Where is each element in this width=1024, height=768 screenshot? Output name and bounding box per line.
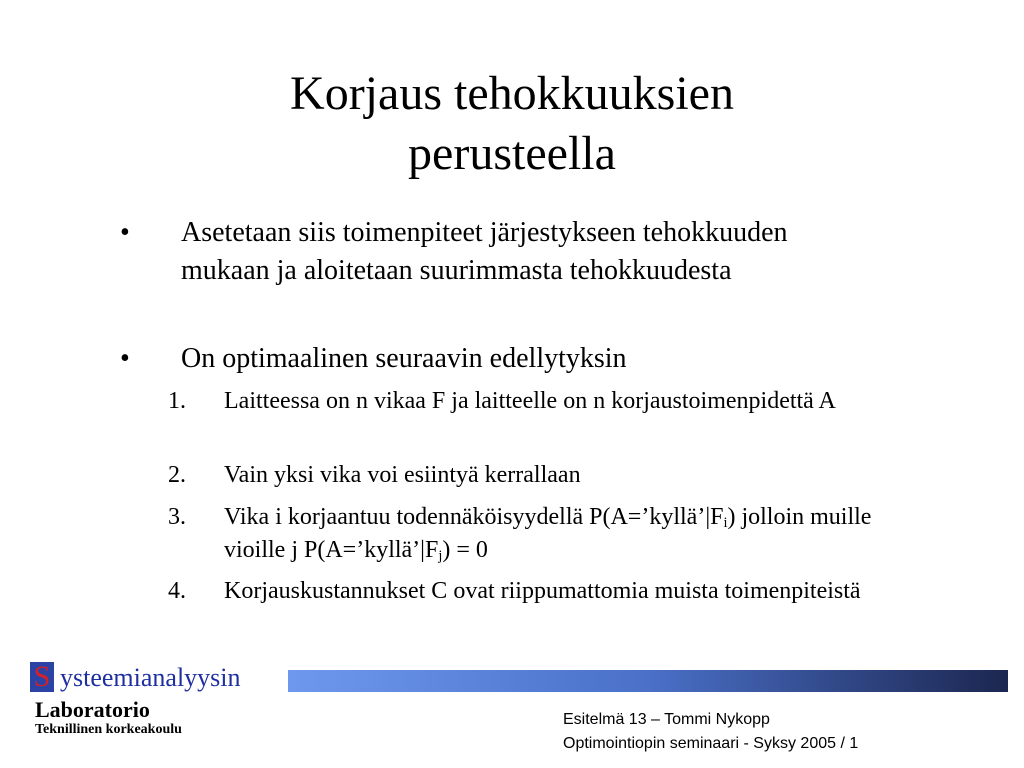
numbered-text (224, 501, 904, 567)
footer (563, 708, 993, 756)
subscript-i: i (723, 515, 728, 531)
numbered-text-part: ) jolloin muille vioille j P(A=’kyllä’|F (224, 504, 872, 563)
bullet-marker: • (120, 343, 130, 374)
numbered-text: Laitteessa on n vikaa F ja laitteelle on n korjaustoimenpidettä A (224, 388, 836, 414)
slide-title-line-2: perusteella (408, 127, 616, 180)
bullet-marker: • (120, 217, 130, 248)
numbered-text-part: Vika i korjaantuu todennäköisyydellä P(A=’kyllä’|F (224, 504, 724, 530)
logo-wordmark: ysteemianalyysin (60, 663, 241, 692)
footer-presentation-info: Esitelmä 13 – Tommi Nykopp (563, 711, 770, 728)
bullet-text: On optimaalinen seuraavin edellytyksin (181, 343, 627, 374)
slide-title (0, 64, 1024, 184)
numbered-marker: 1. (168, 388, 186, 414)
numbered-text-part: ) = 0 (442, 537, 488, 563)
footer-gradient-bar (288, 670, 1008, 692)
slide-title-line-1: Korjaus tehokkuuksien (290, 67, 734, 120)
numbered-marker: 3. (168, 504, 186, 530)
logo-laboratorio: Laboratorio (35, 697, 150, 722)
footer-seminar-info: Optimointiopin seminaari - Syksy 2005 / 1 (563, 735, 859, 752)
bullet-text: Asetetaan siis toimenpiteet järjestykseen tehokkuuden mukaan ja aloitetaan suurimmasta tehokkuudesta (181, 217, 788, 286)
logo-initial: S (30, 662, 54, 692)
numbered-marker: 4. (168, 578, 186, 604)
subscript-j: j (438, 548, 443, 564)
logo-university: Teknillinen korkeakoulu (35, 722, 182, 737)
numbered-text: Korjauskustannukset C ovat riippumattomia muista toimenpiteistä (224, 578, 861, 604)
numbered-marker: 2. (168, 462, 186, 488)
numbered-text: Vain yksi vika voi esiintyä kerrallaan (224, 462, 581, 488)
